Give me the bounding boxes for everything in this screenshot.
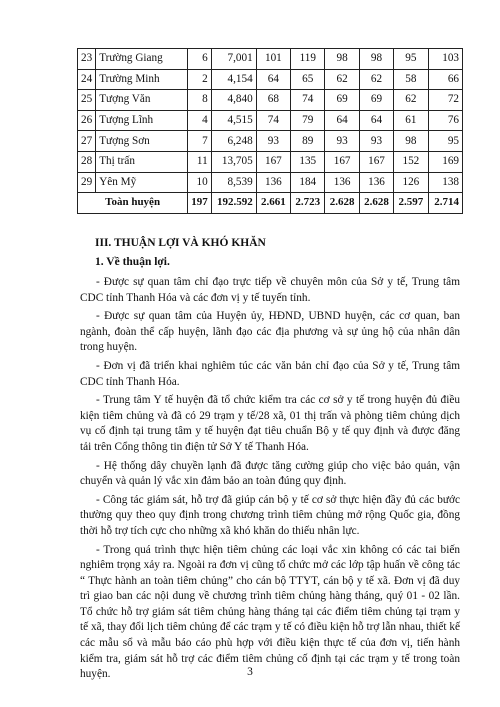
value-cell: 66 [428,69,462,90]
value-cell: 64 [325,110,359,131]
total-value: 2.628 [359,193,393,214]
value-cell: 93 [325,131,359,152]
value-cell: 62 [394,90,428,111]
value-cell: 167 [256,151,290,172]
row-index: 29 [78,172,96,193]
value-cell: 61 [394,110,428,131]
table-row [78,110,463,131]
table-row [78,69,463,90]
value-cell: 167 [359,151,393,172]
value-cell: 98 [325,49,359,70]
value-cell: 136 [325,172,359,193]
population-cell: 4,515 [211,110,256,131]
value-cell: 76 [428,110,462,131]
paragraph: - Đơn vị đã triển khai nghiêm túc các văn bản chỉ đạo của Sở y tế, Trung tâm CDC tỉnh Thanh Hóa. [80,359,460,388]
unit-name: Thị trấn [96,151,188,172]
paragraph: - Được sự quan tâm của Huyện ủy, HĐND, UBND huyện, các cơ quan, ban ngành, đoàn thể cấp huyện, lãnh đạo các địa phương và sự ủng hộ của nhân dân trong huyện. [80,310,460,354]
total-value: 2.628 [325,193,359,214]
value-cell: 93 [256,131,290,152]
table-body [78,49,463,214]
value-cell: 64 [359,110,393,131]
unit-name: Yên Mỹ [96,172,188,193]
paragraph: - Hệ thống dây chuyền lạnh đã được tăng cường giúp cho việc bảo quản, vận chuyển và quản lý vắc xin đảm bảo an toàn đúng quy định. [80,459,460,488]
count-cell: 2 [188,69,212,90]
population-cell: 6,248 [211,131,256,152]
value-cell: 135 [291,151,325,172]
total-row [78,193,463,214]
table-row [78,90,463,111]
paragraph: - Công tác giám sát, hỗ trợ đã giúp cán bộ y tế cơ sở thực hiện đầy đủ các bước thường quy theo quy định trong chương trình tiêm chủng mở rộng Quốc gia, đồng thời hỗ trợ tích cực cho những xã khó khăn do thiếu nhân lực. [80,493,460,537]
unit-name: Tượng Lĩnh [96,110,188,131]
value-cell: 89 [291,131,325,152]
count-cell: 6 [188,49,212,70]
population-cell: 4,154 [211,69,256,90]
subheading: 1. Về thuận lợi. [95,256,170,268]
count-cell: 8 [188,90,212,111]
row-index: 28 [78,151,96,172]
table-row [78,172,463,193]
paragraph: - Được sự quan tâm chỉ đạo trực tiếp về chuyên môn của Sở y tế, Trung tâm CDC tỉnh Thanh Hóa và các đơn vị y tế tuyến tỉnh. [80,276,460,304]
value-cell: 65 [291,69,325,90]
row-index: 25 [78,90,96,111]
paragraph: - Trong quá trình thực hiện tiêm chủng các loại vắc xin không có các tai biến nghiêm trọng xảy ra. Ngoài ra đơn vị cũng tổ chức mở các lớp tập huấn về công tác “ Thực hành an toàn tiêm chủng” cho cán bộ TTYT, cán bộ y tế xã. Đơn vị đã duy trì giao ban các nội dung về chương trình tiêm chủng hàng tháng, quý 01 - 02 lần. Tổ chức hỗ trợ giám sát tiêm chủng hàng tháng tại các điểm tiêm chủng tại trạm y tế xã, thay đổi lịch tiêm chủng để các trạm y tế có điều kiện hỗ trợ lẫn nhau, thiết kế các mẫu sổ và mẫu báo cáo phù hợp với điều kiện thực tế của đơn vị, tiến hành kiểm tra, giám sát hỗ trợ các điểm tiêm chủng cố định tại các trạm y tế trong toàn huyện. [80,543,460,681]
row-index: 27 [78,131,96,152]
population-cell: 4,840 [211,90,256,111]
value-cell: 64 [256,69,290,90]
value-cell: 184 [291,172,325,193]
total-value: 2.723 [291,193,325,214]
paragraph: - Trung tâm Y tế huyện đã tổ chức kiểm tra các cơ sở y tế trong huyện đủ điều kiện tiêm chủng và đã có 29 trạm y tế/28 xã, 01 thị trấn và phòng tiêm chủng dịch vụ cố định tại trung tâm y tế huyện đạt tiêu chuẩn Bộ y tế quy định và được đăng tải trên Cổng thông tin điện tử Sở Y tế Thanh Hóa. [80,394,460,453]
total-value: 2.661 [256,193,290,214]
total-value: 2.597 [394,193,428,214]
value-cell: 138 [428,172,462,193]
count-cell: 4 [188,110,212,131]
value-cell: 69 [325,90,359,111]
row-index: 26 [78,110,96,131]
value-cell: 103 [428,49,462,70]
value-cell: 136 [256,172,290,193]
population-cell: 13,705 [211,151,256,172]
value-cell: 98 [359,49,393,70]
count-cell: 11 [188,151,212,172]
section-heading: III. THUẬN LỢI VÀ KHÓ KHĂN [95,237,266,249]
table-row [78,49,463,70]
value-cell: 101 [256,49,290,70]
page-number: 3 [247,666,253,678]
body-text [80,275,460,686]
value-cell: 58 [394,69,428,90]
value-cell: 119 [291,49,325,70]
total-label: Toàn huyện [78,193,188,214]
row-index: 24 [78,69,96,90]
value-cell: 136 [359,172,393,193]
total-value: 2.714 [428,193,462,214]
total-population: 192.592 [211,193,256,214]
value-cell: 152 [394,151,428,172]
unit-name: Trường Giang [96,49,188,70]
total-count: 197 [188,193,212,214]
value-cell: 126 [394,172,428,193]
vaccination-table [77,48,463,214]
value-cell: 95 [428,131,462,152]
value-cell: 167 [325,151,359,172]
unit-name: Tượng Văn [96,90,188,111]
value-cell: 169 [428,151,462,172]
value-cell: 62 [359,69,393,90]
value-cell: 98 [394,131,428,152]
unit-name: Trường Minh [96,69,188,90]
value-cell: 74 [291,90,325,111]
value-cell: 72 [428,90,462,111]
value-cell: 74 [256,110,290,131]
population-cell: 8,539 [211,172,256,193]
value-cell: 93 [359,131,393,152]
table-row [78,131,463,152]
value-cell: 62 [325,69,359,90]
value-cell: 68 [256,90,290,111]
table-row [78,151,463,172]
population-cell: 7,001 [211,49,256,70]
value-cell: 69 [359,90,393,111]
value-cell: 95 [394,49,428,70]
count-cell: 10 [188,172,212,193]
row-index: 23 [78,49,96,70]
count-cell: 7 [188,131,212,152]
unit-name: Tượng Sơn [96,131,188,152]
value-cell: 79 [291,110,325,131]
